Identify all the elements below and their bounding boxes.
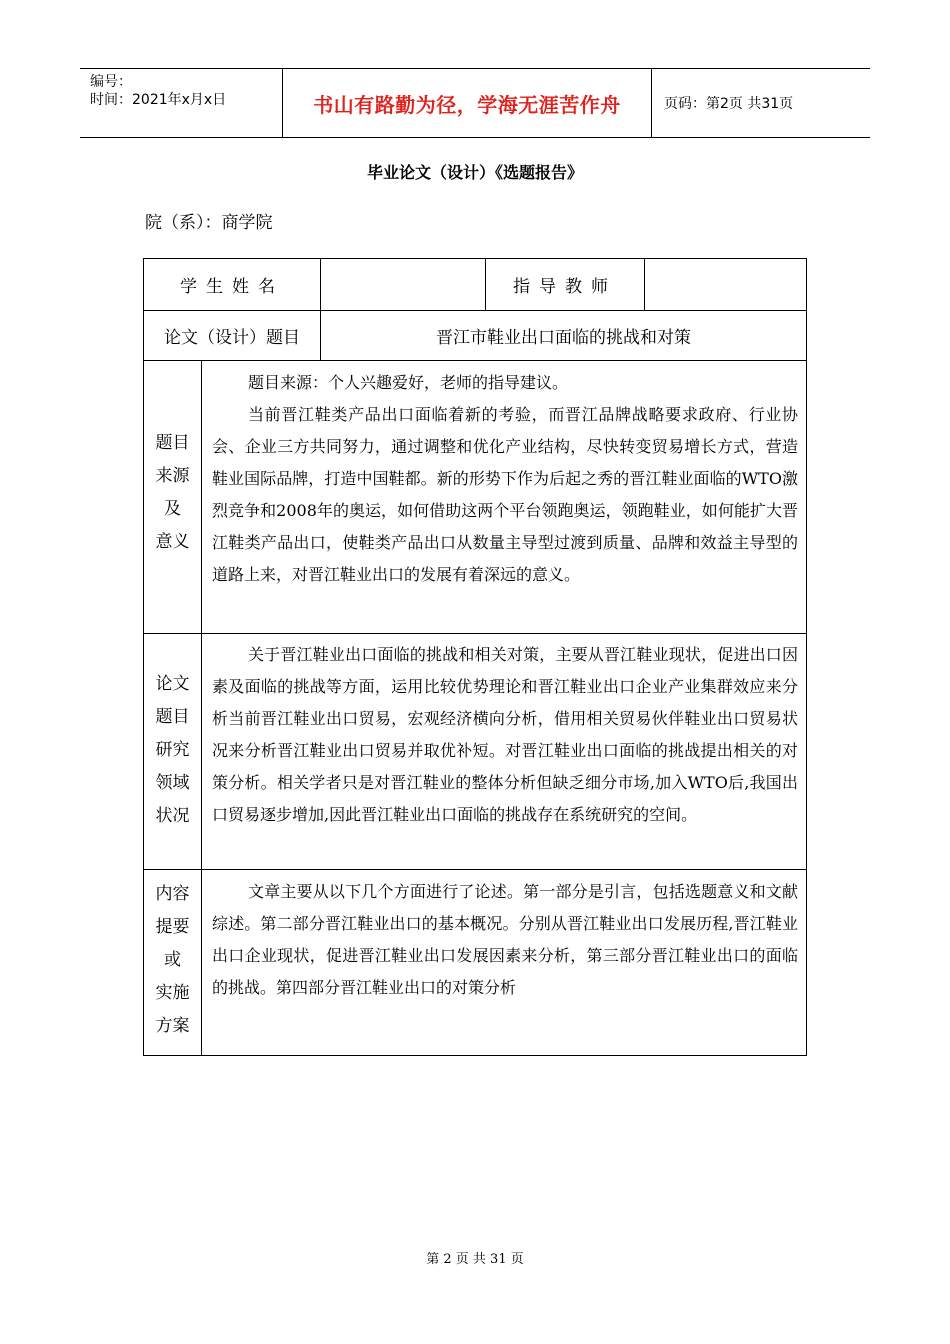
section-1-label-line: 及 bbox=[164, 499, 181, 519]
advisor-value-cell bbox=[644, 259, 806, 310]
time-label: 时间：2021年x月x日 bbox=[90, 92, 227, 108]
section-2-label bbox=[144, 633, 201, 869]
advisor-label-cell bbox=[485, 259, 644, 310]
section-1-label-line: 来源 bbox=[155, 466, 190, 486]
section-1-label bbox=[144, 360, 201, 633]
section-3-label-line: 提要 bbox=[155, 917, 190, 937]
student-name-value-cell bbox=[320, 259, 485, 310]
topic-value: 晋江市鞋业出口面临的挑战和对策 bbox=[436, 328, 691, 348]
section-2-paragraph: 关于晋江鞋业出口面临的挑战和相关对策，主要从晋江鞋业现状，促进出口因素及面临的挑战等方面，运用比较优势理论和晋江鞋业出口企业产业集群效应来分析当前晋江鞋业出口贸易，宏观经济横向分析，借用相关贸易伙伴鞋业出口贸易状况来分析晋江鞋业出口贸易并取优补短。对晋江鞋业出口面临的挑战提出相关的对策分析。相关学者只是对晋江鞋业的整体分析但缺乏细分市场,加入WTO后,我国出口贸易逐步增加,因此晋江鞋业出口面临的挑战存在系统研究的空间。 bbox=[212, 645, 798, 824]
section-1-content bbox=[201, 360, 806, 633]
page-header bbox=[80, 68, 870, 138]
section-2-label-line: 论文 bbox=[155, 674, 190, 694]
header-meta bbox=[80, 69, 282, 137]
section-1-label-line: 题目 bbox=[155, 433, 190, 453]
section-3-label-line: 内容 bbox=[155, 884, 190, 904]
section-1-paragraph: 当前晋江鞋类产品出口面临着新的考验，而晋江品牌战略要求政府、行业协会、企业三方共同努力，通过调整和优化产业结构，尽快转变贸易增长方式，营造鞋业国际品牌，打造中国鞋都。新的形势下作为后起之秀的晋江鞋业面临的WTO激烈竞争和2008年的奥运，如何借助这两个平台领跑奥运，领跑鞋业，如何能扩大晋江鞋类产品出口，使鞋类产品出口从数量主导型过渡到质量、品牌和效益主导型的道路上来，对晋江鞋业出口的发展有着深远的意义。 bbox=[212, 405, 798, 584]
topic-value-cell bbox=[320, 310, 806, 360]
section-3-label bbox=[144, 869, 201, 1055]
report-table bbox=[143, 258, 807, 1056]
section-3-paragraph: 文章主要从以下几个方面进行了论述。第一部分是引言，包括选题意义和文献综述。第二部分晋江鞋业出口的基本概况。分别从晋江鞋业出口发展历程,晋江鞋业出口企业现状，促进晋江鞋业出口发展因素来分析，第三部分晋江鞋业出口的面临的挑战。第四部分晋江鞋业出口的对策分析 bbox=[212, 882, 798, 997]
section-3-label-line: 实施 bbox=[155, 983, 190, 1003]
section-2-label-line: 状况 bbox=[155, 806, 190, 826]
topic-label: 论文（设计）题目 bbox=[164, 328, 300, 348]
header-page-label: 页码：第2页 共31页 bbox=[664, 96, 794, 112]
document-title: 毕业论文（设计）《选题报告》 bbox=[366, 163, 583, 182]
section-1-paragraph: 题目来源：个人兴趣爱好，老师的指导建议。 bbox=[248, 373, 569, 392]
section-3-content bbox=[201, 869, 806, 1055]
section-3-label-line: 或 bbox=[164, 950, 181, 970]
topic-label-cell bbox=[144, 310, 320, 360]
section-2-label-line: 领域 bbox=[155, 773, 190, 793]
number-label: 编号： bbox=[90, 74, 132, 90]
section-1-label-line: 意义 bbox=[155, 532, 190, 552]
section-2-content bbox=[201, 633, 806, 869]
department-label: 院（系）：商学院 bbox=[145, 213, 273, 233]
page-footer: 第 2 页 共 31 页 bbox=[426, 1252, 524, 1267]
section-2-label-line: 题目 bbox=[155, 707, 190, 727]
advisor-label: 指导教师 bbox=[513, 277, 617, 297]
student-name-label-cell bbox=[144, 259, 320, 310]
section-3-label-line: 方案 bbox=[155, 1016, 190, 1036]
student-name-label: 学生姓名 bbox=[180, 277, 284, 297]
header-motto: 书山有路勤为径，学海无涯苦作舟 bbox=[282, 69, 652, 137]
section-2-label-line: 研究 bbox=[155, 740, 190, 760]
